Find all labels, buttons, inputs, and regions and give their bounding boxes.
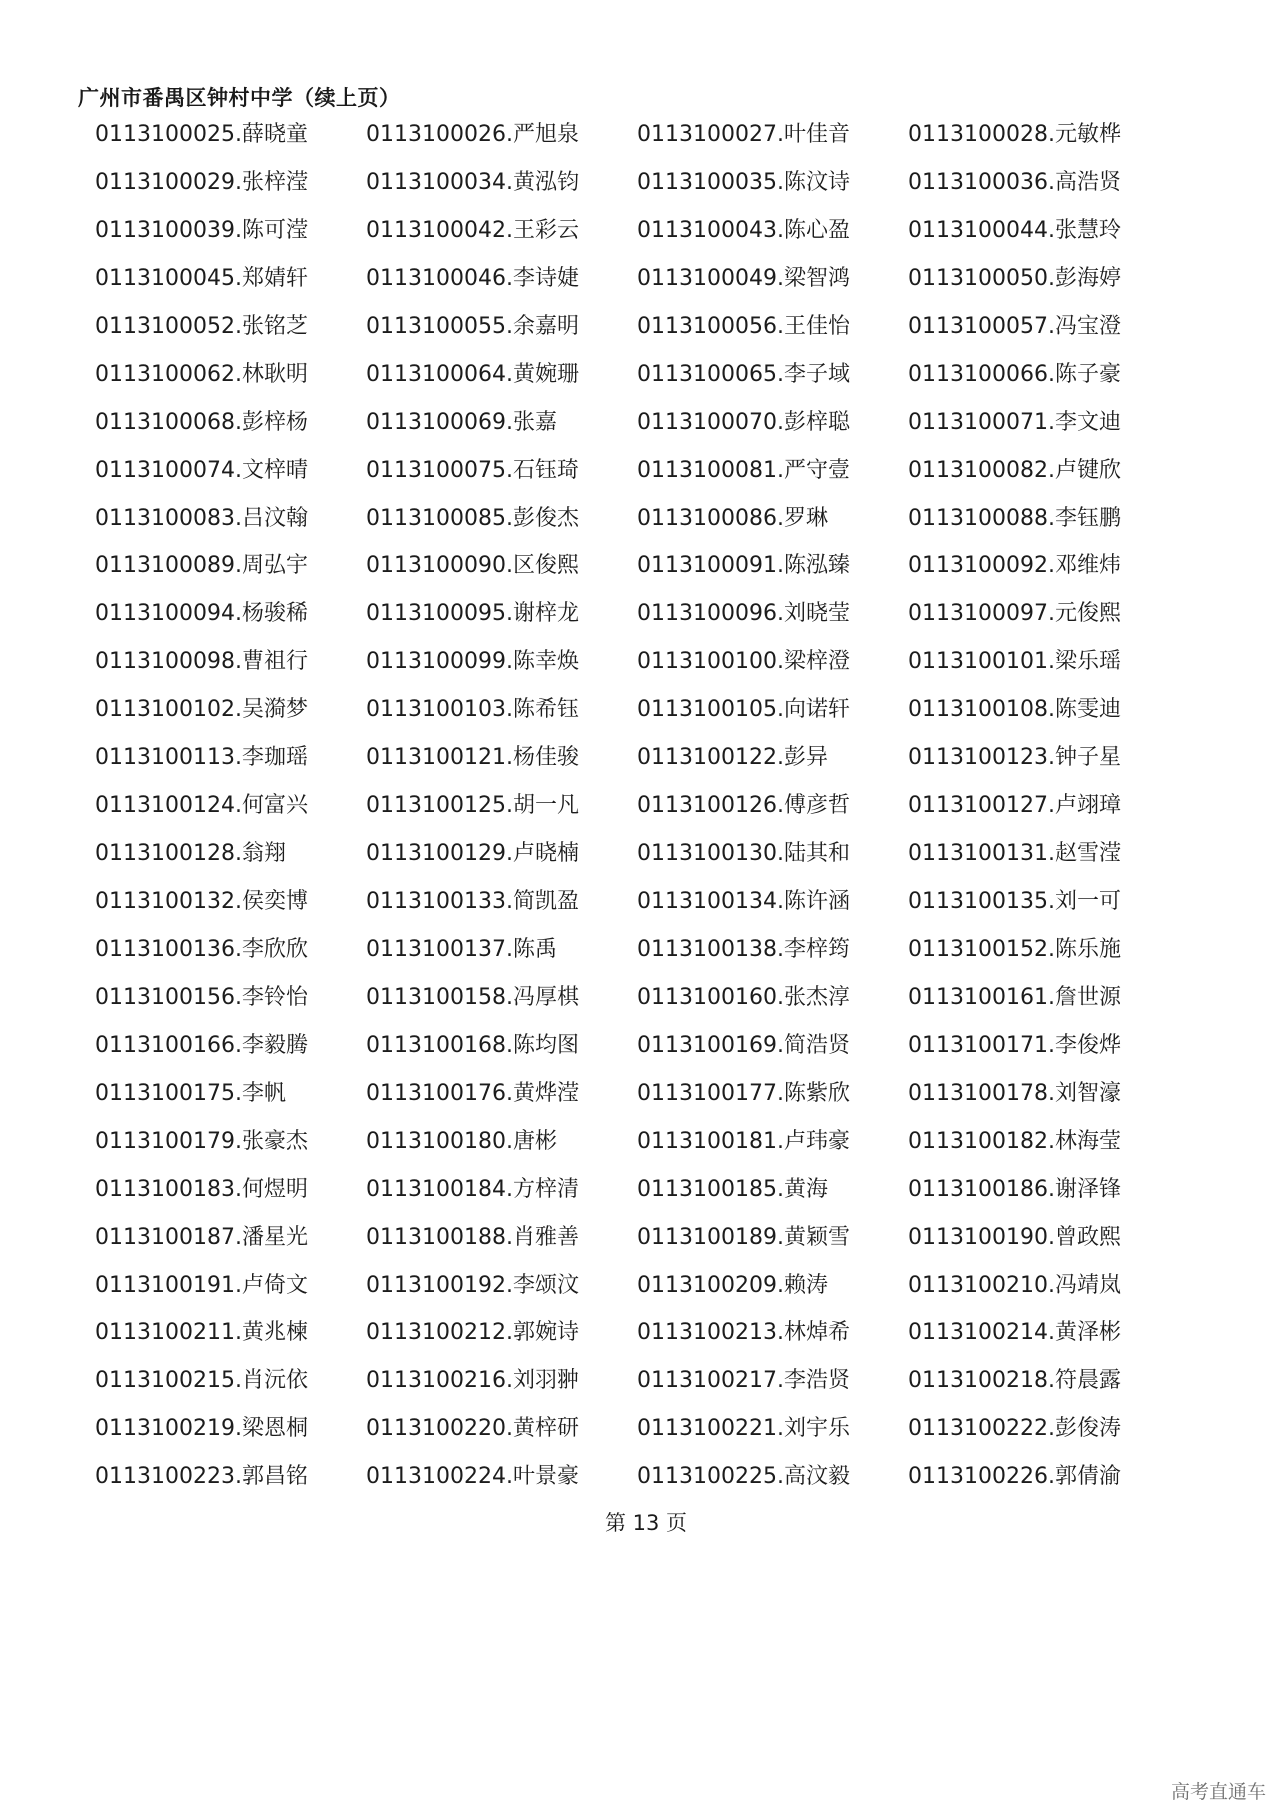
list-item: 0113100188.肖雅善 (366, 1224, 579, 1250)
list-item: 0113100182.林海莹 (908, 1128, 1121, 1154)
list-item: 0113100152.陈乐施 (908, 936, 1121, 962)
list-item: 0113100075.石钰琦 (366, 457, 579, 483)
list-item: 0113100218.符晨露 (908, 1368, 1121, 1394)
list-item: 0113100092.邓维炜 (908, 553, 1121, 579)
list-item: 0113100042.王彩云 (366, 217, 579, 243)
list-item: 0113100062.林耿明 (95, 361, 308, 387)
list-item: 0113100187.潘星光 (95, 1224, 308, 1250)
list-item: 0113100035.陈汶诗 (637, 169, 850, 195)
admission-list (95, 122, 1195, 1512)
list-item: 0113100025.薛晓童 (95, 122, 308, 147)
list-item: 0113100168.陈均图 (366, 1032, 579, 1058)
list-item: 0113100094.杨骏稀 (95, 601, 308, 627)
list-item: 0113100074.文梓晴 (95, 457, 308, 483)
list-item: 0113100056.王佳怡 (637, 313, 850, 339)
list-item: 0113100214.黄泽彬 (908, 1320, 1121, 1346)
list-item: 0113100221.刘宇乐 (637, 1416, 850, 1442)
list-item: 0113100071.李文迪 (908, 409, 1121, 435)
list-item: 0113100044.张慧玲 (908, 217, 1121, 243)
list-item: 0113100095.谢梓龙 (366, 601, 579, 627)
list-item: 0113100070.彭梓聪 (637, 409, 850, 435)
list-item: 0113100028.元敏桦 (908, 122, 1121, 147)
list-item: 0113100122.彭异 (637, 745, 828, 771)
list-item: 0113100211.黄兆楝 (95, 1320, 308, 1346)
list-item: 0113100100.梁梓澄 (637, 649, 850, 675)
list-item: 0113100101.梁乐瑶 (908, 649, 1121, 675)
list-item: 0113100069.张嘉 (366, 409, 557, 435)
list-item: 0113100128.翁翔 (95, 841, 286, 867)
list-item: 0113100091.陈泓臻 (637, 553, 850, 579)
list-item: 0113100039.陈可滢 (95, 217, 308, 243)
list-item: 0113100219.梁恩桐 (95, 1416, 308, 1442)
list-item: 0113100189.黄颖雪 (637, 1224, 850, 1250)
list-item: 0113100045.郑婧轩 (95, 265, 308, 291)
list-item: 0113100181.卢玮豪 (637, 1128, 850, 1154)
list-item: 0113100099.陈幸焕 (366, 649, 579, 675)
list-item: 0113100036.高浩贤 (908, 169, 1121, 195)
list-item: 0113100029.张梓滢 (95, 169, 308, 195)
list-item: 0113100177.陈紫欣 (637, 1080, 850, 1106)
list-item: 0113100026.严旭泉 (366, 122, 579, 147)
page-title: 广州市番禺区钟村中学（续上页） (78, 86, 401, 110)
list-item: 0113100224.叶景豪 (366, 1464, 579, 1490)
list-item: 0113100183.何煜明 (95, 1176, 308, 1202)
list-item: 0113100186.谢泽锋 (908, 1176, 1121, 1202)
list-item: 0113100046.李诗婕 (366, 265, 579, 291)
list-item: 0113100086.罗琳 (637, 505, 828, 531)
list-item: 0113100212.郭婉诗 (366, 1320, 579, 1346)
list-item: 0113100050.彭海婷 (908, 265, 1121, 291)
list-item: 0113100184.方梓清 (366, 1176, 579, 1202)
list-item: 0113100065.李子域 (637, 361, 850, 387)
list-item: 0113100083.吕汶翰 (95, 505, 308, 531)
list-item: 0113100125.胡一凡 (366, 793, 579, 819)
list-item: 0113100137.陈禹 (366, 936, 557, 962)
list-item: 0113100226.郭倩渝 (908, 1464, 1121, 1490)
list-item: 0113100135.刘一可 (908, 889, 1121, 914)
list-item: 0113100127.卢翊璋 (908, 793, 1121, 819)
list-item: 0113100105.向诺轩 (637, 697, 850, 723)
page-number: 第 13 页 (604, 1511, 688, 1535)
list-item: 0113100161.詹世源 (908, 984, 1121, 1010)
list-item: 0113100190.曾政熙 (908, 1224, 1121, 1250)
list-item: 0113100179.张豪杰 (95, 1128, 308, 1154)
list-item: 0113100191.卢倚文 (95, 1272, 308, 1298)
list-item: 0113100180.唐彬 (366, 1128, 557, 1154)
list-item: 0113100052.张铭芝 (95, 313, 308, 339)
list-item: 0113100217.李浩贤 (637, 1368, 850, 1394)
list-item: 0113100178.刘智濠 (908, 1080, 1121, 1106)
list-item: 0113100098.曹祖行 (95, 649, 308, 675)
list-item: 0113100176.黄烨滢 (366, 1080, 579, 1106)
list-item: 0113100160.张杰淳 (637, 984, 850, 1010)
list-item: 0113100138.李梓筠 (637, 936, 850, 962)
list-item: 0113100131.赵雪滢 (908, 841, 1121, 867)
list-item: 0113100192.李颂汶 (366, 1272, 579, 1298)
list-item: 0113100082.卢键欣 (908, 457, 1121, 483)
list-item: 0113100057.冯宝澄 (908, 313, 1121, 339)
list-item: 0113100066.陈子豪 (908, 361, 1121, 387)
list-item: 0113100210.冯靖岚 (908, 1272, 1121, 1298)
list-item: 0113100123.钟子星 (908, 745, 1121, 771)
list-item: 0113100103.陈希钰 (366, 697, 579, 723)
list-item: 0113100222.彭俊涛 (908, 1416, 1121, 1442)
list-item: 0113100090.区俊熙 (366, 553, 579, 579)
list-item: 0113100171.李俊烨 (908, 1032, 1121, 1058)
list-item: 0113100136.李欣欣 (95, 936, 308, 962)
list-item: 0113100113.李珈瑶 (95, 745, 308, 771)
list-item: 0113100126.傅彦哲 (637, 793, 850, 819)
list-item: 0113100102.吴漪梦 (95, 697, 308, 723)
list-item: 0113100215.肖沅依 (95, 1368, 308, 1394)
list-item: 0113100055.余嘉明 (366, 313, 579, 339)
list-item: 0113100209.赖涛 (637, 1272, 828, 1298)
list-item: 0113100185.黄海 (637, 1176, 828, 1202)
list-item: 0113100166.李毅腾 (95, 1032, 308, 1058)
list-item: 0113100175.李帆 (95, 1080, 286, 1106)
list-item: 0113100089.周弘宇 (95, 553, 308, 579)
list-item: 0113100129.卢晓楠 (366, 841, 579, 867)
list-item: 0113100213.林焯希 (637, 1320, 850, 1346)
list-item: 0113100216.刘羽翀 (366, 1368, 579, 1394)
list-item: 0113100068.彭梓杨 (95, 409, 308, 435)
list-item: 0113100223.郭昌铭 (95, 1464, 308, 1490)
list-item: 0113100220.黄梓研 (366, 1416, 579, 1442)
list-item: 0113100034.黄泓钧 (366, 169, 579, 195)
list-item: 0113100096.刘晓莹 (637, 601, 850, 627)
list-item: 0113100049.梁智鸿 (637, 265, 850, 291)
list-item: 0113100132.侯奕博 (95, 889, 308, 914)
list-item: 0113100121.杨佳骏 (366, 745, 579, 771)
list-item: 0113100064.黄婉珊 (366, 361, 579, 387)
list-item: 0113100169.简浩贤 (637, 1032, 850, 1058)
watermark: 高考直通车 (1170, 1781, 1266, 1803)
list-item: 0113100108.陈雯迪 (908, 697, 1121, 723)
list-item: 0113100088.李钰鹏 (908, 505, 1121, 531)
list-item: 0113100130.陆其和 (637, 841, 850, 867)
list-item: 0113100085.彭俊杰 (366, 505, 579, 531)
list-item: 0113100156.李铃怡 (95, 984, 308, 1010)
list-item: 0113100134.陈许涵 (637, 889, 850, 914)
list-item: 0113100081.严守壹 (637, 457, 850, 483)
list-item: 0113100124.何富兴 (95, 793, 308, 819)
list-item: 0113100043.陈心盈 (637, 217, 850, 243)
list-item: 0113100027.叶佳音 (637, 122, 850, 147)
list-item: 0113100133.简凯盈 (366, 889, 579, 914)
list-item: 0113100158.冯厚棋 (366, 984, 579, 1010)
list-item: 0113100097.元俊熙 (908, 601, 1121, 627)
list-item: 0113100225.高汶毅 (637, 1464, 850, 1490)
